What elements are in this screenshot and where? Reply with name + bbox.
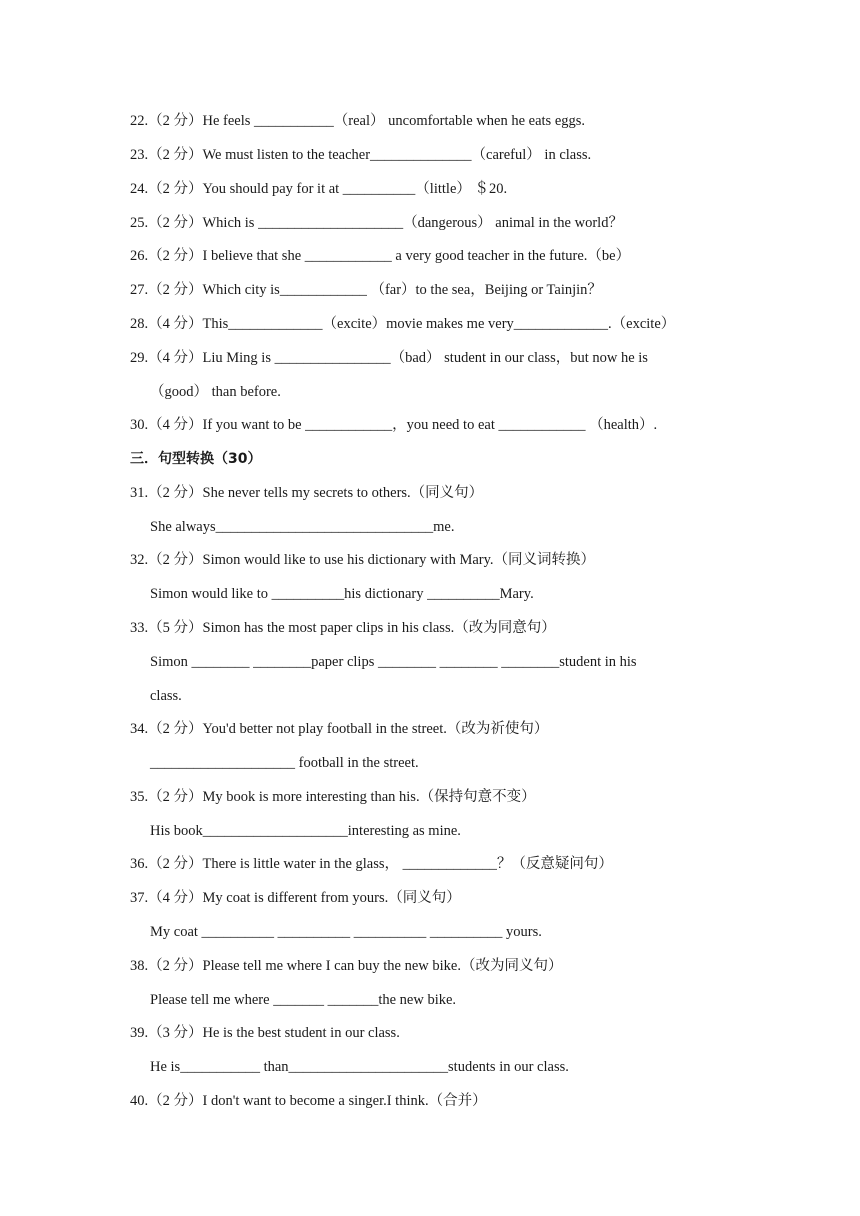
section-heading: 三．句型转换（30） — [130, 451, 262, 467]
question-25: 25.（2 分）Which is ____________________（dangerous） animal in the world？ — [130, 215, 623, 231]
question-39: 39.（3 分）He is the best student in our class. — [130, 1025, 400, 1041]
question-34: 34.（2 分）You'd better not play football in the street.（改为祈使句） — [130, 721, 549, 737]
question-35: 35.（2 分）My book is more interesting than his.（保持句意不变） — [130, 789, 536, 805]
question-29-continued: （good） than before. — [150, 384, 281, 400]
question-28: 28.（4 分）This_____________（excite）movie makes me very_____________.（excite） — [130, 316, 676, 332]
question-30: 30.（4 分）If you want to be ____________，you need to eat ____________ （health）. — [130, 417, 658, 433]
answer-37: My coat __________ __________ __________ __________ yours. — [150, 924, 542, 940]
question-32: 32.（2 分）Simon would like to use his dictionary with Mary.（同义词转换） — [130, 552, 596, 568]
answer-32: Simon would like to __________his dictionary __________Mary. — [150, 586, 534, 602]
question-33: 33.（5 分）Simon has the most paper clips in his class.（改为同意句） — [130, 620, 556, 636]
question-24: 24.（2 分）You should pay for it at __________（little） ＄20. — [130, 181, 508, 197]
question-26: 26.（2 分）I believe that she ____________ a very good teacher in the future.（be） — [130, 248, 631, 264]
question-23: 23.（2 分）We must listen to the teacher______________（careful） in class. — [130, 147, 592, 163]
question-37: 37.（4 分）My coat is different from yours.（同义句） — [130, 890, 461, 906]
answer-35: His book____________________interesting as mine. — [150, 823, 461, 839]
question-40: 40.（2 分）I don't want to become a singer.I think.（合并） — [130, 1093, 487, 1109]
question-27: 27.（2 分）Which city is____________ （far）to the sea，Beijing or Tainjin？ — [130, 282, 602, 298]
answer-34: ____________________ football in the street. — [150, 755, 419, 771]
question-38: 38.（2 分）Please tell me where I can buy the new bike.（改为同义句） — [130, 958, 563, 974]
answer-38: Please tell me where _______ _______the new bike. — [150, 992, 457, 1008]
question-31: 31.（2 分）She never tells my secrets to others.（同义句） — [130, 485, 484, 501]
question-22: 22.（2 分）He feels ___________（real） uncomfortable when he eats eggs. — [130, 113, 586, 129]
answer-33: Simon ________ ________paper clips ________ ________ ________student in his — [150, 654, 637, 670]
question-36: 36.（2 分）There is little water in the glass， _____________？（反意疑问句） — [130, 856, 613, 872]
answer-39: He is___________ than______________________students in our class. — [150, 1059, 569, 1075]
answer-33-continued: class. — [150, 688, 182, 704]
question-29: 29.（4 分）Liu Ming is ________________（bad） student in our class，but now he is — [130, 350, 648, 366]
answer-31: She always______________________________me. — [150, 519, 455, 535]
